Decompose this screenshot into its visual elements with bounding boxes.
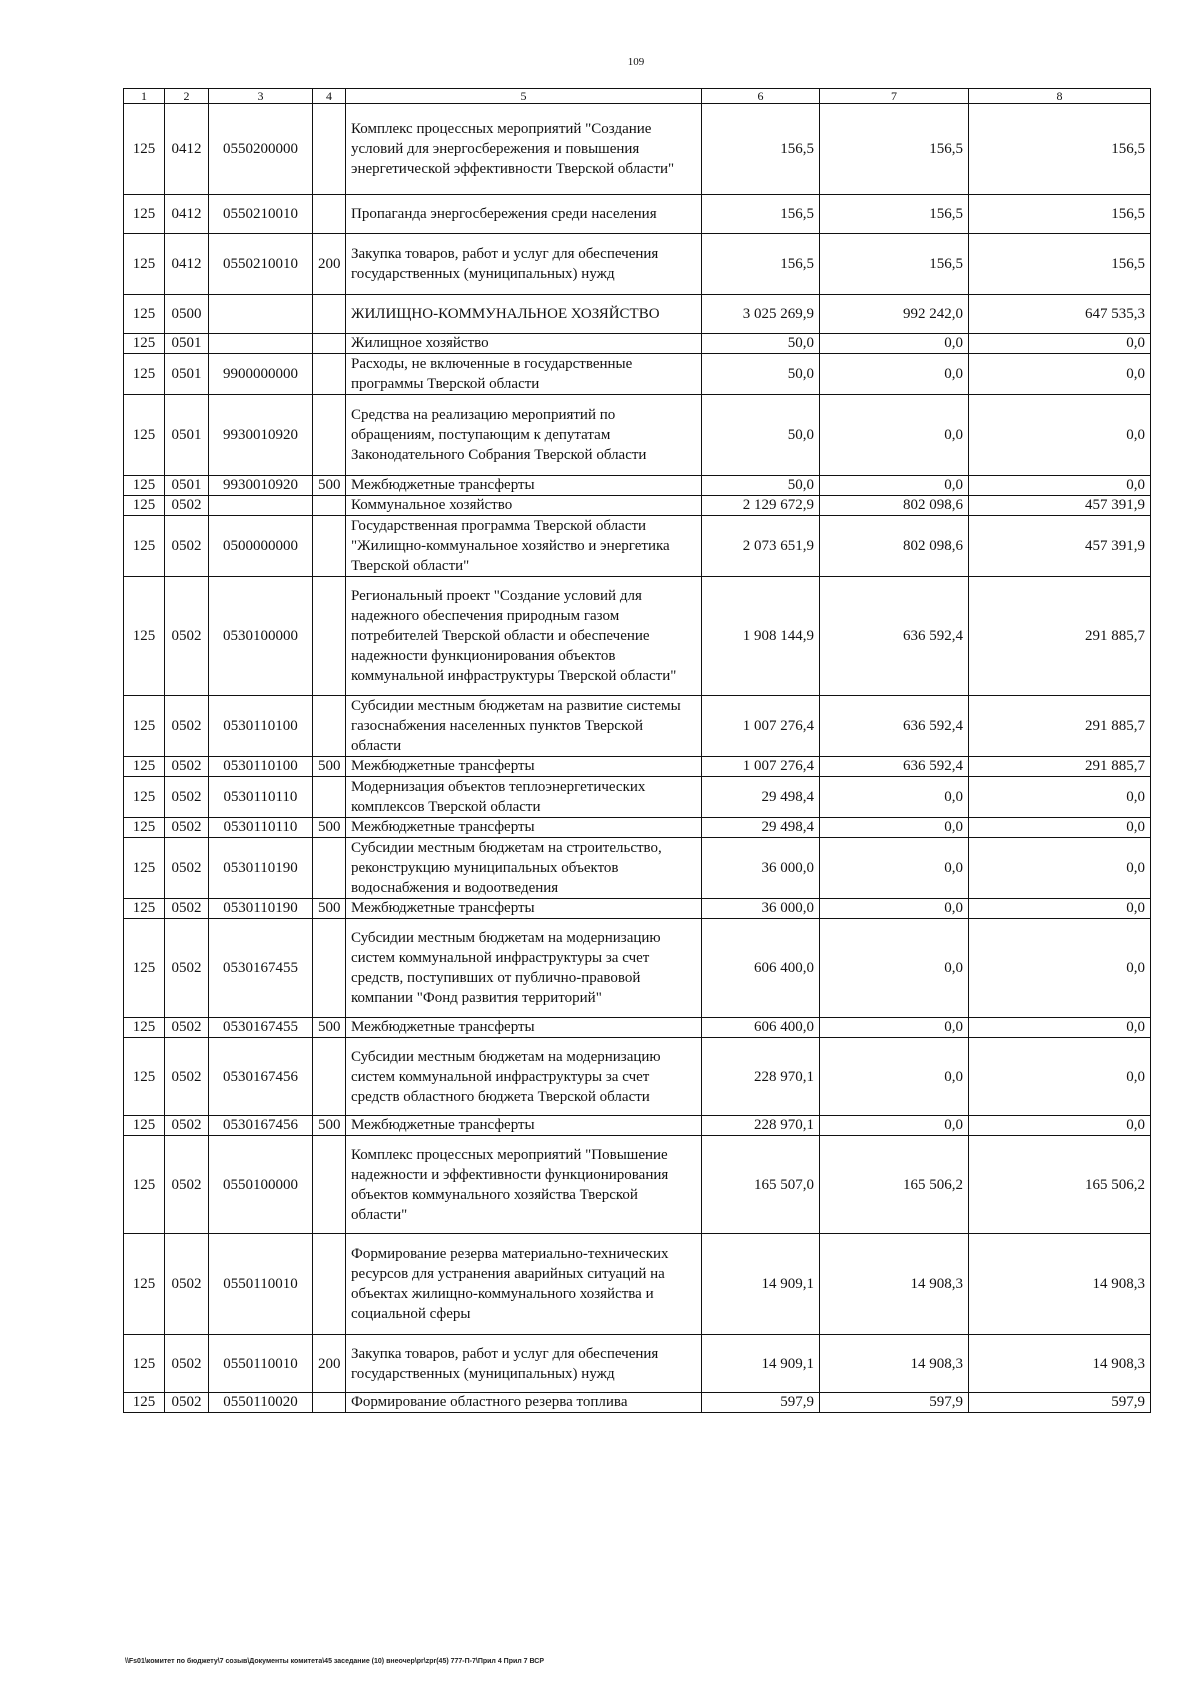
cell-amount-year2: 0,0 (820, 354, 969, 395)
cell-target-article: 9930010920 (209, 395, 313, 476)
cell-amount-year3: 291 885,7 (969, 577, 1151, 696)
cell-amount-year3: 0,0 (969, 354, 1151, 395)
table-body (124, 89, 1151, 1413)
cell-chapter: 125 (124, 838, 165, 899)
cell-amount-year1: 1 908 144,9 (702, 577, 820, 696)
cell-expense-type (313, 1234, 346, 1335)
cell-amount-year3: 0,0 (969, 1038, 1151, 1116)
table-row (124, 818, 1151, 838)
cell-amount-year2: 156,5 (820, 234, 969, 295)
cell-amount-year1: 3 025 269,9 (702, 295, 820, 334)
cell-name: Межбюджетные трансферты (346, 1018, 702, 1038)
cell-amount-year2: 0,0 (820, 818, 969, 838)
cell-chapter: 125 (124, 1234, 165, 1335)
cell-expense-type (313, 516, 346, 577)
cell-name: Комплекс процессных мероприятий "Создание условий для энергосбережения и повышения энергетической эффективности Тверской области" (346, 104, 702, 195)
cell-expense-type (313, 1038, 346, 1116)
budget-table (123, 88, 1151, 1413)
cell-amount-year1: 50,0 (702, 476, 820, 496)
cell-amount-year3: 0,0 (969, 395, 1151, 476)
cell-name: Субсидии местным бюджетам на модернизацию систем коммунальной инфраструктуры за счет средств областного бюджета Тверской области (346, 1038, 702, 1116)
cell-expense-type (313, 334, 346, 354)
table-row (124, 777, 1151, 818)
cell-expense-type: 200 (313, 234, 346, 295)
cell-amount-year2: 14 908,3 (820, 1335, 969, 1393)
cell-target-article: 0530110100 (209, 696, 313, 757)
cell-amount-year3: 14 908,3 (969, 1335, 1151, 1393)
cell-amount-year1: 156,5 (702, 104, 820, 195)
table-row (124, 334, 1151, 354)
table-row (124, 1038, 1151, 1116)
cell-expense-type (313, 696, 346, 757)
cell-chapter: 125 (124, 1038, 165, 1116)
cell-name: Межбюджетные трансферты (346, 899, 702, 919)
cell-target-article: 0530167456 (209, 1038, 313, 1116)
cell-amount-year2: 0,0 (820, 395, 969, 476)
cell-target-article: 0530110190 (209, 899, 313, 919)
cell-amount-year1: 165 507,0 (702, 1136, 820, 1234)
cell-amount-year1: 1 007 276,4 (702, 757, 820, 777)
cell-chapter: 125 (124, 476, 165, 496)
cell-expense-type (313, 104, 346, 195)
cell-name: Закупка товаров, работ и услуг для обеспечения государственных (муниципальных) нужд (346, 234, 702, 295)
cell-section: 0502 (165, 696, 209, 757)
page-number: 109 (627, 56, 645, 68)
table-row (124, 476, 1151, 496)
cell-chapter: 125 (124, 577, 165, 696)
cell-section: 0412 (165, 195, 209, 234)
cell-amount-year1: 36 000,0 (702, 838, 820, 899)
column-header: 4 (313, 89, 346, 104)
cell-chapter: 125 (124, 104, 165, 195)
cell-section: 0502 (165, 1038, 209, 1116)
table-row (124, 104, 1151, 195)
cell-target-article: 0530110110 (209, 818, 313, 838)
cell-section: 0502 (165, 899, 209, 919)
cell-name: Межбюджетные трансферты (346, 1116, 702, 1136)
cell-name: Формирование областного резерва топлива (346, 1393, 702, 1413)
cell-chapter: 125 (124, 1018, 165, 1038)
cell-section: 0501 (165, 354, 209, 395)
table-row (124, 295, 1151, 334)
cell-amount-year2: 0,0 (820, 1038, 969, 1116)
cell-chapter: 125 (124, 1136, 165, 1234)
table-row (124, 1234, 1151, 1335)
cell-target-article: 0530167455 (209, 1018, 313, 1038)
cell-amount-year2: 0,0 (820, 838, 969, 899)
cell-expense-type (313, 354, 346, 395)
cell-amount-year2: 0,0 (820, 899, 969, 919)
cell-section: 0502 (165, 757, 209, 777)
cell-expense-type (313, 919, 346, 1018)
column-header: 1 (124, 89, 165, 104)
cell-name: Расходы, не включенные в государственные программы Тверской области (346, 354, 702, 395)
cell-amount-year2: 165 506,2 (820, 1136, 969, 1234)
cell-section: 0502 (165, 1018, 209, 1038)
cell-expense-type (313, 395, 346, 476)
table-row (124, 899, 1151, 919)
cell-amount-year3: 597,9 (969, 1393, 1151, 1413)
cell-amount-year1: 29 498,4 (702, 818, 820, 838)
cell-name: Коммунальное хозяйство (346, 496, 702, 516)
cell-target-article (209, 334, 313, 354)
cell-amount-year1: 597,9 (702, 1393, 820, 1413)
cell-target-article: 9900000000 (209, 354, 313, 395)
cell-section: 0501 (165, 476, 209, 496)
cell-section: 0501 (165, 395, 209, 476)
cell-amount-year2: 636 592,4 (820, 577, 969, 696)
cell-amount-year3: 0,0 (969, 919, 1151, 1018)
cell-expense-type: 500 (313, 899, 346, 919)
cell-amount-year1: 228 970,1 (702, 1116, 820, 1136)
table-row (124, 234, 1151, 295)
cell-amount-year3: 457 391,9 (969, 516, 1151, 577)
cell-amount-year3: 14 908,3 (969, 1234, 1151, 1335)
table-row (124, 577, 1151, 696)
cell-amount-year2: 992 242,0 (820, 295, 969, 334)
cell-amount-year2: 0,0 (820, 476, 969, 496)
cell-section: 0502 (165, 1136, 209, 1234)
cell-amount-year2: 802 098,6 (820, 516, 969, 577)
cell-target-article: 0550210010 (209, 234, 313, 295)
cell-name: Межбюджетные трансферты (346, 757, 702, 777)
cell-expense-type: 500 (313, 757, 346, 777)
cell-expense-type (313, 1136, 346, 1234)
cell-name: Межбюджетные трансферты (346, 818, 702, 838)
cell-section: 0502 (165, 777, 209, 818)
cell-amount-year2: 802 098,6 (820, 496, 969, 516)
column-header: 2 (165, 89, 209, 104)
cell-chapter: 125 (124, 1393, 165, 1413)
cell-amount-year1: 2 129 672,9 (702, 496, 820, 516)
cell-expense-type (313, 496, 346, 516)
cell-target-article: 0530167455 (209, 919, 313, 1018)
cell-chapter: 125 (124, 395, 165, 476)
table-row (124, 757, 1151, 777)
cell-chapter: 125 (124, 696, 165, 757)
table-row (124, 496, 1151, 516)
cell-amount-year3: 156,5 (969, 195, 1151, 234)
table-row (124, 1116, 1151, 1136)
cell-chapter: 125 (124, 516, 165, 577)
cell-amount-year3: 0,0 (969, 476, 1151, 496)
cell-chapter: 125 (124, 777, 165, 818)
cell-amount-year2: 597,9 (820, 1393, 969, 1413)
cell-amount-year1: 29 498,4 (702, 777, 820, 818)
cell-target-article: 0530100000 (209, 577, 313, 696)
cell-target-article: 0530110100 (209, 757, 313, 777)
column-header: 6 (702, 89, 820, 104)
cell-chapter: 125 (124, 234, 165, 295)
column-header-row (124, 89, 1151, 104)
column-header: 3 (209, 89, 313, 104)
cell-expense-type: 500 (313, 476, 346, 496)
cell-amount-year1: 50,0 (702, 395, 820, 476)
cell-chapter: 125 (124, 899, 165, 919)
cell-amount-year1: 50,0 (702, 334, 820, 354)
cell-section: 0502 (165, 1234, 209, 1335)
cell-amount-year2: 156,5 (820, 104, 969, 195)
cell-amount-year2: 0,0 (820, 1018, 969, 1038)
cell-target-article: 0550110020 (209, 1393, 313, 1413)
cell-expense-type (313, 295, 346, 334)
cell-chapter: 125 (124, 195, 165, 234)
cell-amount-year3: 291 885,7 (969, 757, 1151, 777)
cell-amount-year3: 156,5 (969, 234, 1151, 295)
cell-section: 0502 (165, 1393, 209, 1413)
cell-section: 0501 (165, 334, 209, 354)
cell-amount-year3: 165 506,2 (969, 1136, 1151, 1234)
cell-amount-year3: 0,0 (969, 777, 1151, 818)
footer-file-path: \\Fs01\комитет по бюджету\7 созыв\Документы комитета\45 заседание (10) внеочер\pr\zpr(45) 777-П-7\Прил 4 Прил 7 ВСР (125, 1658, 545, 1665)
cell-chapter: 125 (124, 1116, 165, 1136)
cell-section: 0502 (165, 1116, 209, 1136)
cell-amount-year2: 636 592,4 (820, 696, 969, 757)
cell-target-article (209, 295, 313, 334)
cell-expense-type (313, 777, 346, 818)
cell-name: Пропаганда энергосбережения среди населения (346, 195, 702, 234)
cell-amount-year1: 606 400,0 (702, 1018, 820, 1038)
cell-name: Средства на реализацию мероприятий по обращениям, поступающим к депутатам Законодательного Собрания Тверской области (346, 395, 702, 476)
cell-chapter: 125 (124, 757, 165, 777)
cell-amount-year1: 156,5 (702, 234, 820, 295)
cell-target-article: 0550200000 (209, 104, 313, 195)
table-row (124, 838, 1151, 899)
cell-section: 0502 (165, 919, 209, 1018)
cell-amount-year1: 1 007 276,4 (702, 696, 820, 757)
cell-target-article: 0550210010 (209, 195, 313, 234)
cell-name: Комплекс процессных мероприятий "Повышение надежности и эффективности функционирования объектов коммунального хозяйства Тверской области" (346, 1136, 702, 1234)
cell-amount-year1: 50,0 (702, 354, 820, 395)
cell-expense-type: 200 (313, 1335, 346, 1393)
cell-chapter: 125 (124, 354, 165, 395)
cell-amount-year1: 14 909,1 (702, 1335, 820, 1393)
cell-name: Модернизация объектов теплоэнергетических комплексов Тверской области (346, 777, 702, 818)
cell-name: Государственная программа Тверской области "Жилищно-коммунальное хозяйство и энергетика Тверской области" (346, 516, 702, 577)
cell-section: 0502 (165, 818, 209, 838)
cell-target-article: 0530167456 (209, 1116, 313, 1136)
cell-expense-type: 500 (313, 1116, 346, 1136)
cell-chapter: 125 (124, 818, 165, 838)
cell-target-article: 0550110010 (209, 1335, 313, 1393)
cell-amount-year1: 228 970,1 (702, 1038, 820, 1116)
cell-name: ЖИЛИЩНО-КОММУНАЛЬНОЕ ХОЗЯЙСТВО (346, 295, 702, 334)
cell-target-article: 0530110110 (209, 777, 313, 818)
cell-name: Формирование резерва материально-технических ресурсов для устранения аварийных ситуаций на объектах жилищно-коммунального хозяйства и социальной сферы (346, 1234, 702, 1335)
cell-name: Закупка товаров, работ и услуг для обеспечения государственных (муниципальных) нужд (346, 1335, 702, 1393)
table-row (124, 516, 1151, 577)
cell-name: Жилищное хозяйство (346, 334, 702, 354)
cell-target-article: 0550110010 (209, 1234, 313, 1335)
cell-section: 0502 (165, 1335, 209, 1393)
cell-expense-type (313, 195, 346, 234)
cell-section: 0412 (165, 234, 209, 295)
cell-target-article: 0500000000 (209, 516, 313, 577)
cell-amount-year3: 647 535,3 (969, 295, 1151, 334)
table-row (124, 1335, 1151, 1393)
cell-amount-year2: 156,5 (820, 195, 969, 234)
table-row (124, 195, 1151, 234)
cell-section: 0502 (165, 838, 209, 899)
table-row (124, 696, 1151, 757)
cell-name: Субсидии местным бюджетам на строительство, реконструкцию муниципальных объектов водоснабжения и водоотведения (346, 838, 702, 899)
cell-amount-year3: 0,0 (969, 334, 1151, 354)
table-row (124, 1393, 1151, 1413)
cell-amount-year3: 0,0 (969, 1018, 1151, 1038)
cell-amount-year2: 0,0 (820, 919, 969, 1018)
cell-name: Региональный проект "Создание условий для надежного обеспечения природным газом потребителей Тверской области и обеспечение надежности функционирования объектов коммунальной инфраструктуры Тверской области" (346, 577, 702, 696)
cell-amount-year3: 156,5 (969, 104, 1151, 195)
table-row (124, 354, 1151, 395)
cell-chapter: 125 (124, 295, 165, 334)
cell-name: Межбюджетные трансферты (346, 476, 702, 496)
cell-amount-year1: 14 909,1 (702, 1234, 820, 1335)
cell-name: Субсидии местным бюджетам на развитие системы газоснабжения населенных пунктов Тверской области (346, 696, 702, 757)
table-row (124, 919, 1151, 1018)
cell-expense-type: 500 (313, 818, 346, 838)
cell-amount-year1: 606 400,0 (702, 919, 820, 1018)
cell-expense-type (313, 838, 346, 899)
cell-section: 0502 (165, 516, 209, 577)
column-header: 7 (820, 89, 969, 104)
cell-amount-year2: 14 908,3 (820, 1234, 969, 1335)
cell-section: 0500 (165, 295, 209, 334)
cell-expense-type: 500 (313, 1018, 346, 1038)
cell-target-article: 0550100000 (209, 1136, 313, 1234)
cell-amount-year2: 636 592,4 (820, 757, 969, 777)
table-row (124, 1018, 1151, 1038)
column-header: 8 (969, 89, 1151, 104)
cell-amount-year1: 2 073 651,9 (702, 516, 820, 577)
cell-amount-year3: 0,0 (969, 1116, 1151, 1136)
table-row (124, 395, 1151, 476)
cell-amount-year2: 0,0 (820, 1116, 969, 1136)
cell-amount-year3: 0,0 (969, 899, 1151, 919)
cell-amount-year1: 36 000,0 (702, 899, 820, 919)
cell-amount-year3: 0,0 (969, 838, 1151, 899)
cell-chapter: 125 (124, 919, 165, 1018)
cell-expense-type (313, 1393, 346, 1413)
column-header: 5 (346, 89, 702, 104)
cell-amount-year3: 291 885,7 (969, 696, 1151, 757)
cell-amount-year2: 0,0 (820, 777, 969, 818)
cell-target-article (209, 496, 313, 516)
cell-amount-year2: 0,0 (820, 334, 969, 354)
cell-amount-year1: 156,5 (702, 195, 820, 234)
cell-chapter: 125 (124, 1335, 165, 1393)
cell-target-article: 9930010920 (209, 476, 313, 496)
cell-name: Субсидии местным бюджетам на модернизацию систем коммунальной инфраструктуры за счет средств, поступивших от публично-правовой компании "Фонд развития территорий" (346, 919, 702, 1018)
cell-section: 0412 (165, 104, 209, 195)
cell-expense-type (313, 577, 346, 696)
cell-chapter: 125 (124, 334, 165, 354)
cell-target-article: 0530110190 (209, 838, 313, 899)
cell-section: 0502 (165, 496, 209, 516)
table-row (124, 1136, 1151, 1234)
cell-chapter: 125 (124, 496, 165, 516)
cell-section: 0502 (165, 577, 209, 696)
cell-amount-year3: 0,0 (969, 818, 1151, 838)
cell-amount-year3: 457 391,9 (969, 496, 1151, 516)
